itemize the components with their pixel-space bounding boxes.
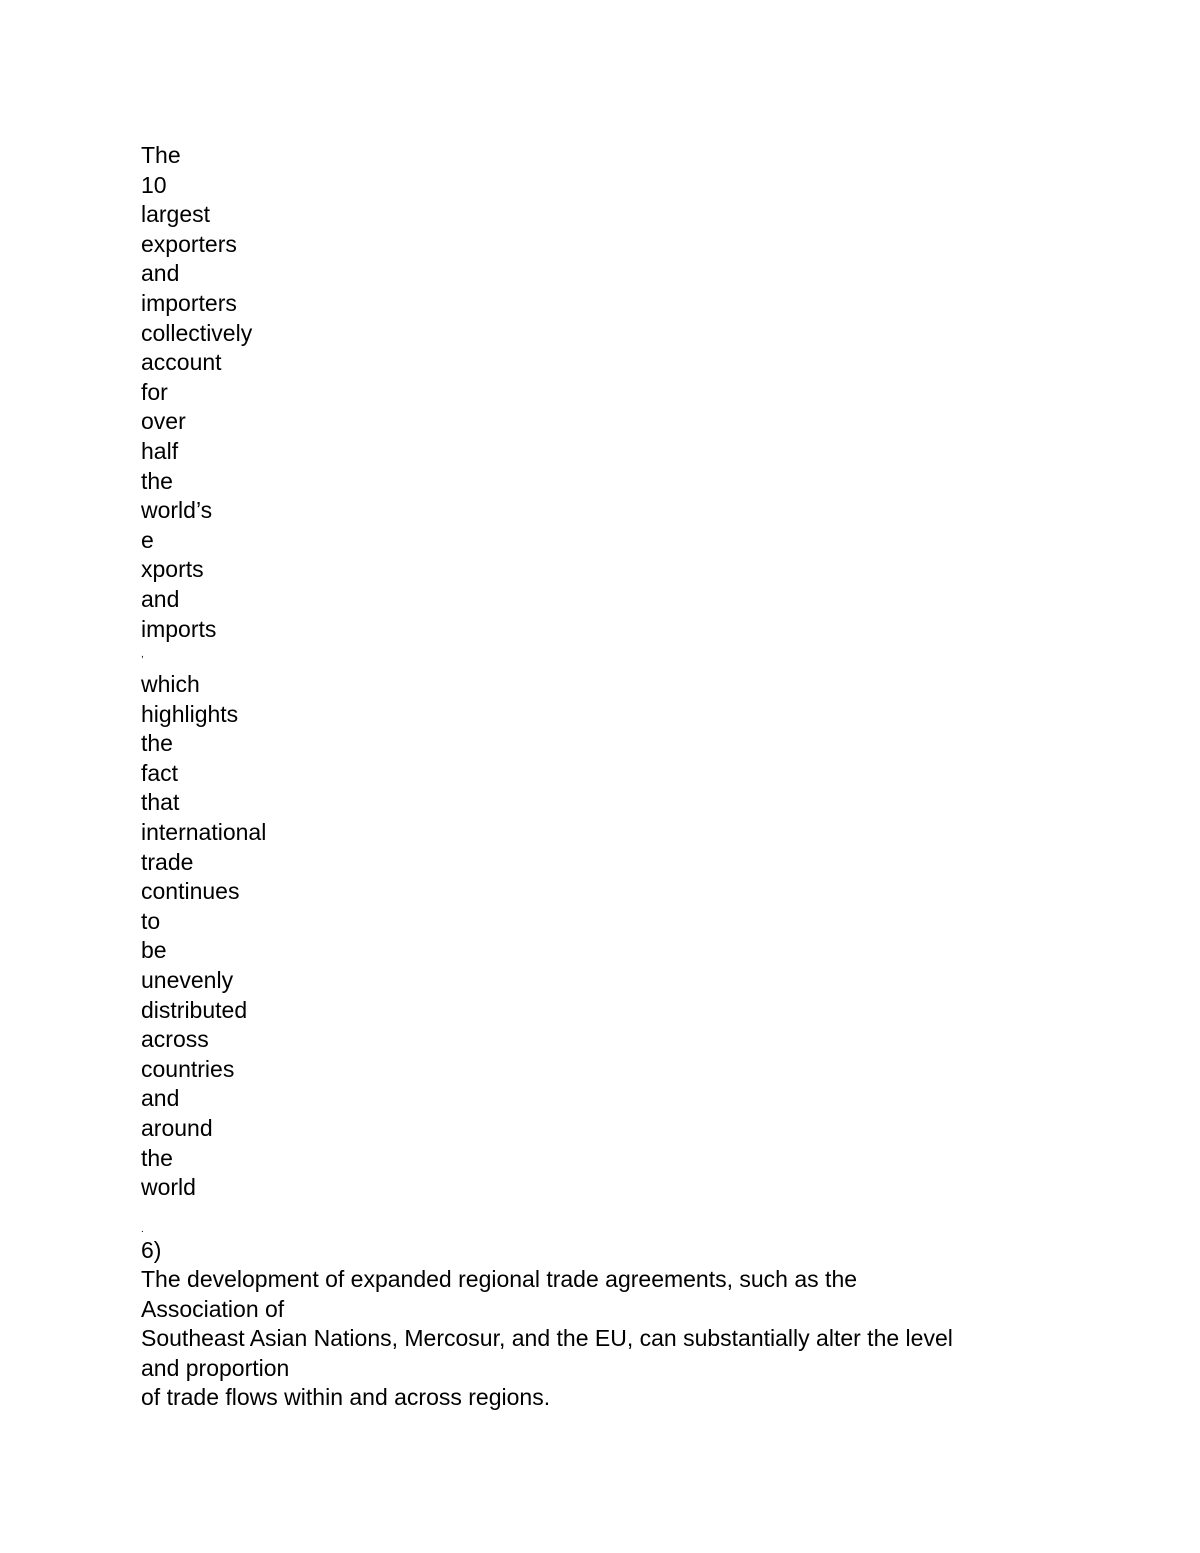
- word: to: [141, 907, 161, 934]
- word: the: [141, 730, 173, 757]
- paragraph-line: of trade flows within and across regions.: [141, 1383, 551, 1410]
- word: around: [141, 1115, 213, 1141]
- word: collectively: [141, 319, 253, 346]
- paragraph-line: Association of: [141, 1295, 285, 1322]
- word: largest: [141, 201, 211, 228]
- word: the: [141, 467, 173, 494]
- word-column: [141, 141, 266, 1203]
- word: 10: [141, 171, 167, 198]
- word: be: [141, 937, 167, 964]
- word: fact: [141, 759, 179, 786]
- word: importers: [141, 289, 237, 316]
- word: world’s: [141, 497, 213, 524]
- paragraph-line: Southeast Asian Nations, Mercosur, and the EU, can substantially alter the level: [141, 1325, 953, 1352]
- word: e: [141, 526, 154, 553]
- comma-mark: ,: [141, 649, 144, 661]
- word: international: [141, 819, 267, 846]
- word: that: [141, 789, 180, 816]
- word: The: [141, 142, 181, 168]
- word: account: [141, 349, 222, 376]
- paragraph-line: The development of expanded regional trade agreements, such as the: [141, 1266, 858, 1293]
- word: countries: [141, 1055, 235, 1082]
- word: for: [141, 378, 168, 405]
- word: highlights: [141, 700, 239, 727]
- word: the: [141, 1144, 173, 1171]
- question-paragraph: [141, 1224, 1061, 1412]
- word: and: [141, 260, 180, 287]
- word: distributed: [141, 996, 248, 1023]
- word: half: [141, 437, 179, 464]
- word: world: [141, 1174, 196, 1201]
- paragraph-line: and proportion: [141, 1354, 290, 1381]
- word: and: [141, 585, 180, 612]
- period-mark: .: [141, 1224, 144, 1235]
- word: exporters: [141, 230, 237, 257]
- word: and: [141, 1085, 180, 1112]
- word: which: [141, 671, 200, 698]
- word: imports: [141, 615, 217, 642]
- word: across: [141, 1026, 209, 1053]
- word: unevenly: [141, 967, 234, 994]
- word: over: [141, 408, 186, 435]
- word: xports: [141, 556, 204, 583]
- word: continues: [141, 878, 240, 905]
- word: trade: [141, 848, 194, 875]
- item-number: 6): [141, 1237, 162, 1263]
